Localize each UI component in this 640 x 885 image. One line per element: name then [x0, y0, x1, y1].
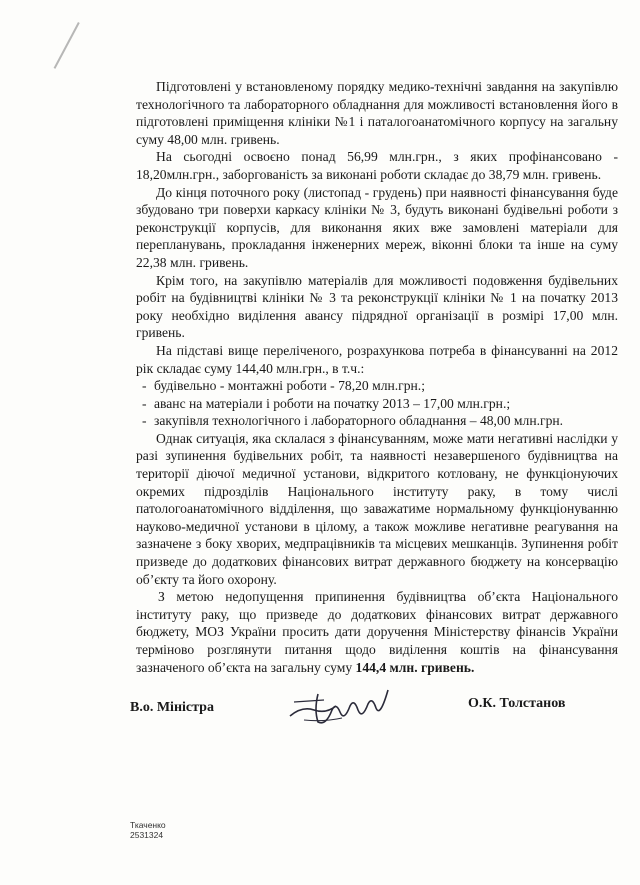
financing-breakdown-list — [136, 377, 618, 430]
executor-info — [130, 820, 166, 840]
list-item: - закупівля технологічного і лабораторного обладнання – 48,00 млн.грн. — [136, 412, 618, 430]
list-item: - будівельно - монтажні роботи - 78,20 млн.грн.; — [136, 377, 618, 395]
executor-phone: 2531324 — [130, 830, 164, 840]
letter-body — [136, 78, 618, 676]
handwritten-signature — [284, 676, 404, 736]
paragraph-financing-need: На підставі вище переліченого, розрахункова потреба в фінансуванні на 2012 рік складає суму 144,40 млн.грн., в т.ч.: — [136, 342, 618, 376]
signatory-name: О.К. Толстанов — [468, 696, 566, 711]
paragraph-request — [136, 588, 618, 676]
executor-name: Ткаченко — [130, 820, 166, 830]
list-item: - аванс на матеріали і роботи на початку 2013 – 17,00 млн.грн.; — [136, 395, 618, 413]
margin-mark — [54, 22, 80, 69]
request-text: З метою недопущення припинення будівництва об’єкта Національного інституту раку, що призведе до додаткових фінансових витрат державного бюджету, МОЗ України просить дати доручення Міністерству фінансів України терміново розглянути питання щодо виділення коштів на фінансування зазначеного об’єкта на загальну суму — [136, 589, 618, 675]
signatory-role: В.о. Міністра — [130, 700, 214, 715]
paragraph-year-end-plan: До кінця поточного року (листопад - грудень) при наявності фінансування буде збудовано три поверхи каркасу клініки № 3, будуть виконані будівельні роботи з реконструкції корпусів, для виконання яких вже замовлені матеріали для перепланувань, прокладання інженерних мереж, віконні блоки та інше на суму 22,38 млн. гривень. — [136, 184, 618, 270]
request-amount: 144,4 млн. гривень. — [355, 659, 475, 675]
paragraph-equipment-tasks: Підготовлені у встановленому порядку медико-технічні завдання на закупівлю технологічного та лабораторного обладнання для можливості встановлення його в підготовлені приміщення клініки №1 і паталогоанатомічного корпусу на загальну суму 48,00 млн. гривень. — [136, 79, 618, 147]
paragraph-funding-status: На сьогодні освоєно понад 56,99 млн.грн., з яких профінансовано - 18,20млн.грн., заборгованість за виконані роботи складає до 38,79 млн. гривень. — [136, 149, 618, 182]
paragraph-situation-risks: Однак ситуація, яка склалася з фінансуванням, може мати негативні наслідки у разі зупинення будівельних робіт, та наявності незавершеного будівництва на території діючої медичної установи, відкритого котловану, не функціонуючих окремих підрозділів Національного інституту раку, в тому числі патологоанатомічного відділення, що заважатиме нормальному функціонуванню науково-медичної установи в цілому, а також можливе негативне реагування на зазначене з боку хворих, медпрацівників та місцевих мешканців. Зупинення робіт призведе до додаткових фінансових витрат державного бюджету на консервацію об’єкту та його охорону. — [136, 430, 618, 587]
paragraph-materials-advance: Крім того, на закупівлю матеріалів для можливості подовження будівельних робіт на будівництві клініки № 3 та реконструкції клініки № 1 на початку 2013 року необхідно виділення авансу підрядної організації в розмірі 17,00 млн. гривень. — [136, 272, 618, 341]
